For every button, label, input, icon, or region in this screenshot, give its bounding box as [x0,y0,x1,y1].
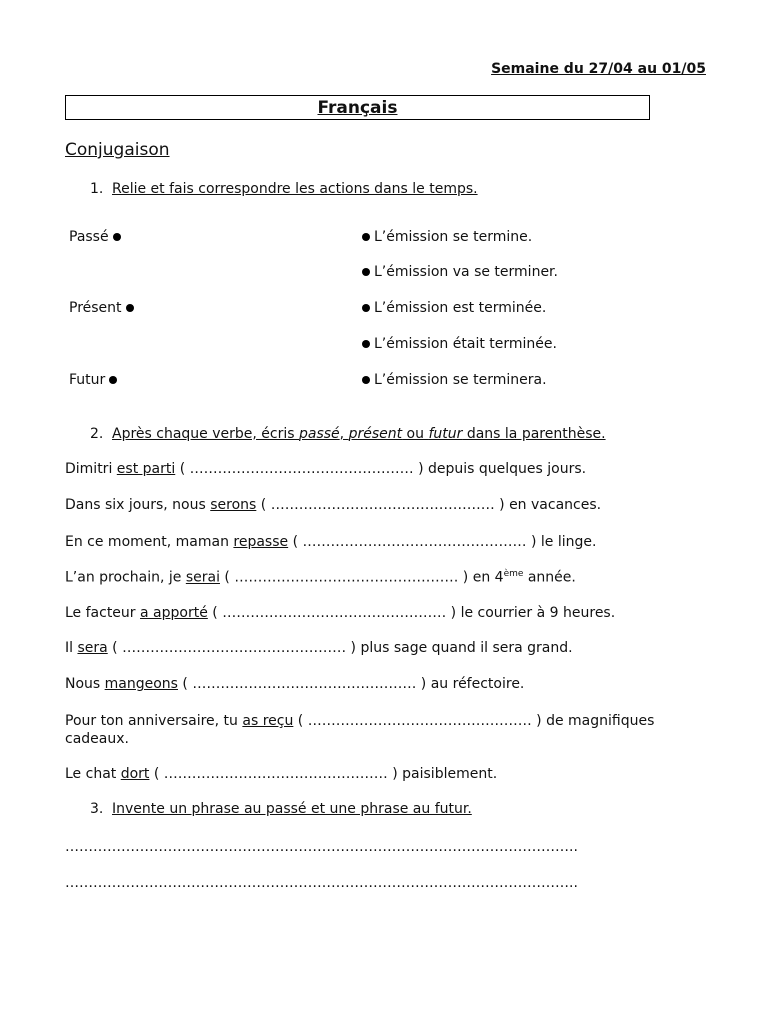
answer-blank[interactable]: ………………………………………… [189,461,414,477]
q3-answer-line-2[interactable]: ……………………………………………………………………………………………….. [65,875,578,891]
sentence-text: Le chat [65,766,121,782]
paren-open: ( [288,534,303,550]
sentence-text: Dans six jours, nous [65,497,211,513]
verb: a apporté [140,605,208,621]
q1-instruction [90,181,478,197]
q2-word-passe: passé [299,426,340,442]
sentence-text: ) le courrier à 9 heures. [446,605,616,621]
q1-left-passe [69,229,125,245]
q2-ou: ou [402,426,429,442]
answer-blank[interactable]: ………………………………………… [307,713,532,729]
bullet-dot[interactable] [362,233,370,241]
answer-blank[interactable]: ………………………………………… [234,569,459,586]
q2-text-b: dans la parenthèse. [462,426,606,442]
verb: serai [185,569,220,586]
q2-sentence-1 [65,461,586,477]
verb: dort [120,766,150,782]
bullet-dot[interactable] [362,268,370,276]
q2-number: 2. [90,426,104,442]
bullet-dot[interactable] [109,376,117,384]
sentence-text: ) au réfectoire. [416,676,525,692]
q2-sentence-4 [65,569,576,586]
paren-open: ( [219,569,235,586]
bullet-dot[interactable] [362,340,370,348]
right-label: L’émission se termine. [374,229,533,245]
answer-blank[interactable]: ………………………………………… [163,766,388,782]
right-label: L’émission se terminera. [374,372,547,388]
sentence-text: Le facteur [65,605,141,621]
q3-number: 3. [90,801,104,817]
left-label: Passé [69,229,109,245]
superscript: ème [503,569,524,579]
bullet-dot[interactable] [362,304,370,312]
q3-answer-line-1[interactable]: ……………………………………………………………………………………………….. [65,839,578,855]
q1-right-5 [358,372,547,388]
answer-blank[interactable]: ………………………………………… [192,676,417,692]
paren-open: ( [149,766,164,782]
paren-open: ( [107,640,123,656]
q1-text: Relie et fais correspondre les actions dans le temps. [112,181,478,197]
right-label: L’émission était terminée. [374,336,557,352]
verb: serons [210,497,257,513]
sentence-text: Pour ton anniversaire, tu [65,713,243,729]
sentence-text: ) en 4 [458,569,504,586]
verb: mangeons [104,676,178,692]
q1-right-1 [358,229,532,245]
q2-sentence-6 [65,640,573,656]
right-label: L’émission est terminée. [374,300,547,316]
answer-blank[interactable]: ………………………………………… [302,534,527,550]
left-label: Futur [69,372,106,388]
sentence-text: ) le linge. [526,534,597,550]
section-title: Conjugaison [65,140,170,160]
bullet-dot[interactable] [126,304,134,312]
verb: sera [77,640,108,656]
q2-sentence-2 [65,497,601,513]
answer-blank[interactable]: ………………………………………… [122,640,347,656]
q3-instruction [90,801,472,817]
paren-open: ( [175,461,190,477]
q2-sep: , [339,426,349,442]
verb: repasse [233,534,289,550]
bullet-dot[interactable] [113,233,121,241]
verb: est parti [116,461,176,477]
paren-open: ( [293,713,308,729]
sentence-text: ) de magnifiques cadeaux. [65,713,655,747]
q1-left-present [69,300,138,316]
sentence-text: Il [65,640,78,656]
answer-blank[interactable]: ………………………………………… [222,605,447,621]
q2-word-present: présent [348,426,403,442]
week-label: Semaine du 27/04 au 01/05 [491,61,706,77]
sentence-text: En ce moment, maman [65,534,234,550]
q2-text-a: Après chaque verbe, écris [112,426,299,442]
bullet-dot[interactable] [362,376,370,384]
sentence-text: année. [523,569,576,586]
sentence-text: L’an prochain, je [65,569,186,586]
q1-number: 1. [90,181,104,197]
answer-blank[interactable]: ………………………………………… [270,497,495,513]
q2-sentence-5 [65,605,615,621]
left-label: Présent [69,300,122,316]
right-label: L’émission va se terminer. [374,264,558,280]
q2-word-futur: futur [428,426,463,442]
q2-sentence-9 [65,766,497,782]
q2-instruction [90,426,606,442]
sentence-text: ) paisiblement. [387,766,498,782]
page-title: Français [317,98,398,118]
paren-open: ( [256,497,271,513]
q3-text: Invente un phrase au passé et une phrase au futur. [112,801,472,817]
sentence-text: ) plus sage quand il sera grand. [346,640,573,656]
q1-right-3 [358,300,546,316]
sentence-text: Dimitri [65,461,117,477]
sentence-text: Nous [65,676,105,692]
paren-open: ( [177,676,193,692]
q2-sentence-8 [65,712,705,748]
q2-sentence-7 [65,676,524,692]
sentence-text: ) depuis quelques jours. [413,461,587,477]
paren-open: ( [207,605,223,621]
title-box [65,95,650,120]
q2-sentence-3 [65,534,596,550]
sentence-text: ) en vacances. [494,497,602,513]
q1-right-4 [358,336,557,352]
q1-right-2 [358,264,558,280]
q2-text [112,426,606,442]
q1-left-futur [69,372,121,388]
verb: as reçu [242,713,294,729]
